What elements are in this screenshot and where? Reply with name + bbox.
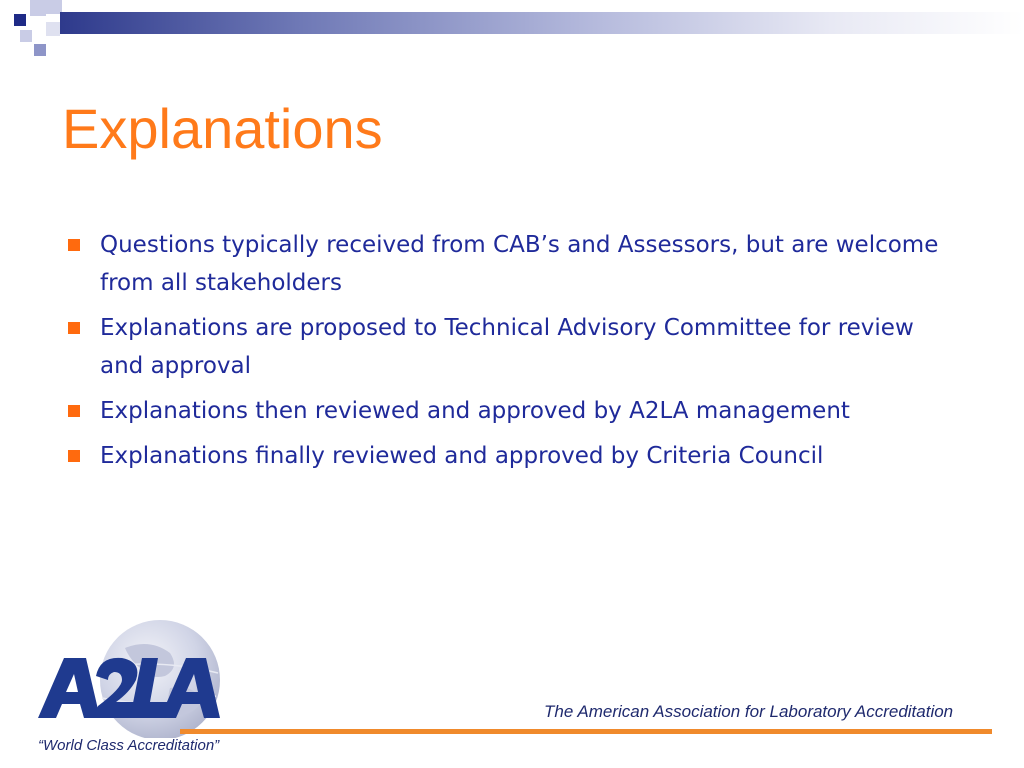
slide-title: Explanations — [62, 97, 383, 160]
corner-square-light — [46, 22, 60, 36]
corner-square-mid — [34, 44, 46, 56]
bullet-item — [66, 226, 946, 302]
corner-square-light — [20, 30, 32, 42]
tagline: “World Class Accreditation” — [38, 737, 220, 754]
bullet-square-icon — [68, 322, 80, 334]
header-gradient-bar — [60, 12, 1024, 34]
bullet-list — [66, 226, 946, 482]
bullet-text: Explanations are proposed to Technical Advisory Committee for review and approval — [100, 315, 914, 379]
logo-text: A2LA — [30, 618, 33, 619]
a2la-logo-icon — [30, 618, 230, 738]
bullet-text: Explanations finally reviewed and approved by Criteria Council — [100, 443, 824, 469]
bullet-item — [66, 437, 946, 475]
bullet-square-icon — [68, 405, 80, 417]
bullet-text: Questions typically received from CAB’s and Assessors, but are welcome from all stakeholders — [100, 232, 939, 296]
corner-square-light — [30, 0, 46, 16]
bullet-text: Explanations then reviewed and approved by A2LA management — [100, 398, 850, 424]
bullet-item — [66, 309, 946, 385]
bullet-item — [66, 392, 946, 430]
footer-divider — [180, 729, 992, 734]
organization-name: The American Association for Laboratory Accreditation — [544, 702, 954, 721]
corner-square-dark — [14, 14, 26, 26]
bullet-square-icon — [68, 239, 80, 251]
bullet-square-icon — [68, 450, 80, 462]
